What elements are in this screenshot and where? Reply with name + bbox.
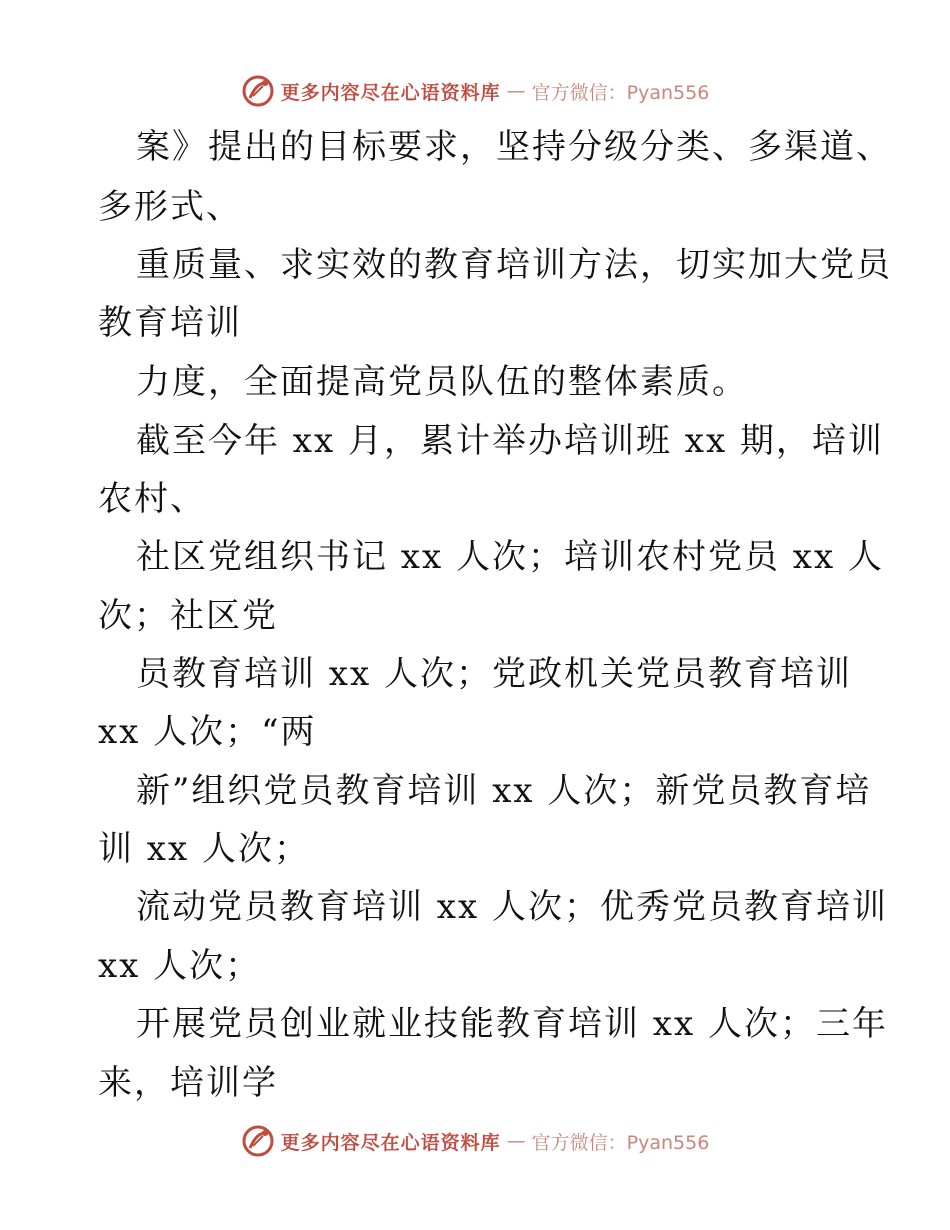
body-line: 案》提出的目标要求，坚持分级分类、多渠道、 [136,127,892,167]
body-line: 力度，全面提高党员队伍的整体素质。 [136,362,748,402]
body-line: 教育培训 [98,303,242,343]
body-line: 流动党员教育培训 xx 人次；优秀党员教育培训 [136,887,888,927]
footer-brand-text: 更多内容尽在心语资料库 [280,1131,501,1154]
body-line: 截至今年 xx 月，累计举办培训班 xx 期，培训 [136,421,884,461]
body-line: xx 人次；“两 [98,712,317,752]
header-contact-text: 官方微信：Pyan556 [531,81,710,104]
footer-contact-text: 官方微信：Pyan556 [531,1131,710,1154]
body-line: 次；社区党 [98,596,278,636]
body-line: 来，培训学 [98,1063,278,1103]
header-brand-text: 更多内容尽在心语资料库 [280,81,501,104]
brand-logo-icon [241,74,275,108]
body-line: 重质量、求实效的教育培训方法，切实加大党员 [136,245,892,285]
body-line: 开展党员创业就业技能教育培训 xx 人次；三年 [136,1004,888,1044]
brand-logo-icon [241,1124,275,1158]
footer-separator: — [506,1130,526,1152]
body-line: 员教育培训 xx 人次；党政机关党员教育培训 [136,654,852,694]
body-line: xx 人次； [98,946,262,986]
header-separator: — [506,80,526,102]
body-line: 社区党组织书记 xx 人次；培训农村党员 xx 人 [136,537,884,577]
body-line: 农村、 [98,479,206,519]
body-line: 新”组织党员教育培训 xx 人次；新党员教育培 [136,771,872,811]
header-watermark-banner [0,71,950,111]
footer-watermark-banner [0,1121,950,1161]
body-line: 多形式、 [98,187,242,227]
body-line: 训 xx 人次； [98,829,310,869]
